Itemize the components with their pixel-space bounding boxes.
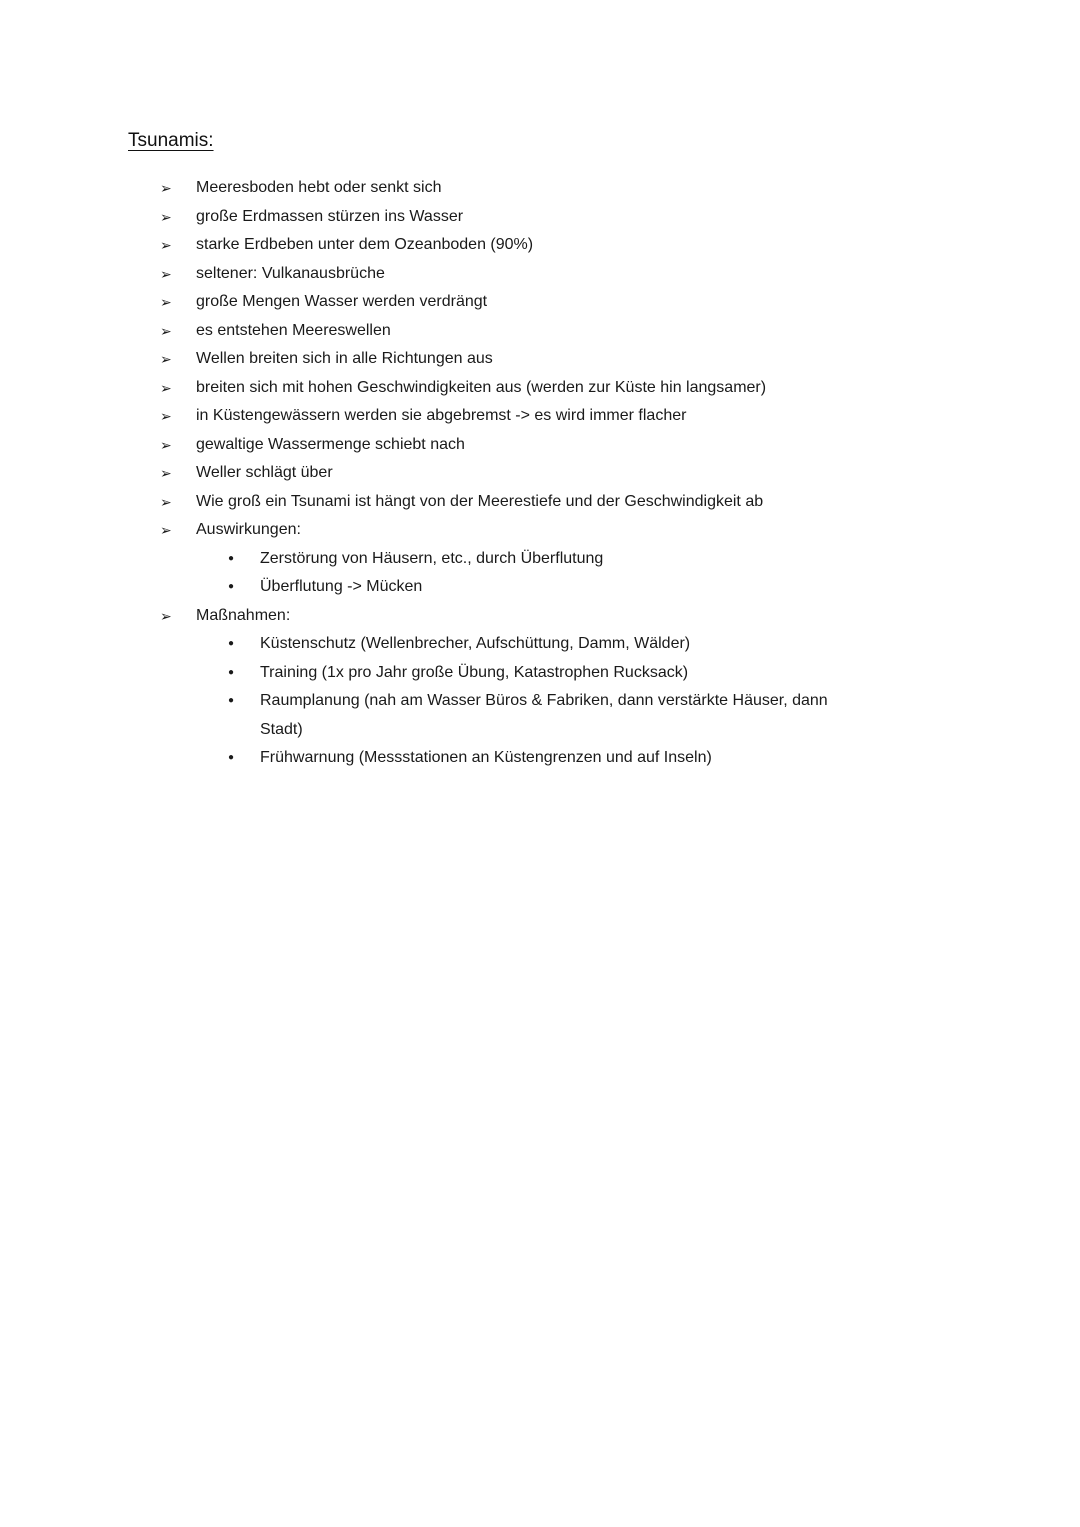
list-item	[128, 488, 960, 517]
arrow-bullet-icon: ➢	[160, 322, 172, 339]
dot-bullet-icon: ●	[228, 638, 235, 649]
list-item-text: es entstehen Meereswellen	[196, 321, 391, 339]
list-item	[128, 459, 960, 488]
list-item	[128, 402, 960, 431]
list-item-text: starke Erdbeben unter dem Ozeanboden (90%)	[196, 236, 534, 253]
list-item	[128, 602, 960, 631]
arrow-bullet-icon: ➢	[160, 493, 172, 510]
sub-list-item	[128, 687, 960, 744]
list-item-text: in Küstengewässern werden sie abgebremst -> es wird immer flacher	[196, 407, 687, 424]
sub-list-item-text: Frühwarnung (Messstationen an Küstengrenzen und auf Inseln)	[260, 749, 712, 766]
sub-list-item-text: Küstenschutz (Wellenbrecher, Aufschüttung, Damm, Wälder)	[260, 635, 691, 652]
arrow-bullet-icon: ➢	[160, 522, 172, 538]
sub-list-item	[128, 630, 960, 659]
list-item-text: große Mengen Wasser werden verdrängt	[196, 293, 488, 310]
arrow-bullet-icon: ➢	[160, 208, 172, 225]
page-title: Tsunamis:	[128, 130, 214, 151]
list-item-text: Weller schlägt über	[196, 464, 333, 481]
list-item-text: Auswirkungen:	[196, 521, 301, 538]
dot-bullet-icon: ●	[228, 666, 235, 678]
list-item-text: gewaltige Wassermenge schiebt nach	[196, 435, 465, 453]
list-item	[128, 174, 960, 203]
arrow-bullet-icon: ➢	[160, 237, 172, 253]
arrow-bullet-icon: ➢	[160, 607, 172, 624]
list-item-text: Wellen breiten sich in alle Richtungen aus	[196, 350, 493, 367]
list-item	[128, 260, 960, 289]
sub-list-item	[128, 659, 960, 688]
sub-list-item-text: Überflutung -> Mücken	[260, 578, 423, 595]
list-item	[128, 288, 960, 317]
dot-bullet-icon: ●	[228, 581, 235, 592]
arrow-bullet-icon: ➢	[160, 379, 172, 396]
sub-list-item	[128, 573, 960, 602]
list-item	[128, 374, 960, 403]
list-item	[128, 431, 960, 460]
arrow-bullet-icon: ➢	[160, 436, 172, 453]
list-item	[128, 516, 960, 545]
list-item	[128, 203, 960, 232]
list-item-text: Meeresboden hebt oder senkt sich	[196, 179, 442, 196]
sub-list-item-text: Raumplanung (nah am Wasser Büros & Fabriken, dann verstärkte Häuser, dann Stadt)	[260, 692, 828, 738]
list-item	[128, 231, 960, 260]
dot-bullet-icon: ●	[228, 552, 235, 564]
arrow-bullet-icon: ➢	[160, 351, 172, 367]
list-item-text: seltener: Vulkanausbrüche	[196, 264, 385, 282]
list-item	[128, 317, 960, 346]
dot-bullet-icon: ●	[228, 752, 235, 763]
sub-list-item-text: Zerstörung von Häusern, etc., durch Überflutung	[260, 549, 604, 567]
arrow-bullet-icon: ➢	[160, 294, 172, 310]
arrow-bullet-icon: ➢	[160, 180, 172, 196]
list-item-text: Wie groß ein Tsunami ist hängt von der Meerestiefe und der Geschwindigkeit ab	[196, 492, 764, 510]
list-item-text: breiten sich mit hohen Geschwindigkeiten aus (werden zur Küste hin langsamer)	[196, 378, 767, 396]
arrow-bullet-icon: ➢	[160, 465, 172, 481]
list-item-text: große Erdmassen stürzen ins Wasser	[196, 207, 464, 225]
list-item	[128, 345, 960, 374]
sub-list-item	[128, 744, 960, 773]
dot-bullet-icon: ●	[228, 695, 235, 706]
list-item-text: Maßnahmen:	[196, 606, 291, 624]
sub-list-item-text: Training (1x pro Jahr große Übung, Katastrophen Rucksack)	[260, 663, 689, 681]
arrow-bullet-icon: ➢	[160, 265, 172, 282]
bullet-list	[128, 174, 960, 773]
arrow-bullet-icon: ➢	[160, 408, 172, 424]
sub-list-item	[128, 545, 960, 574]
